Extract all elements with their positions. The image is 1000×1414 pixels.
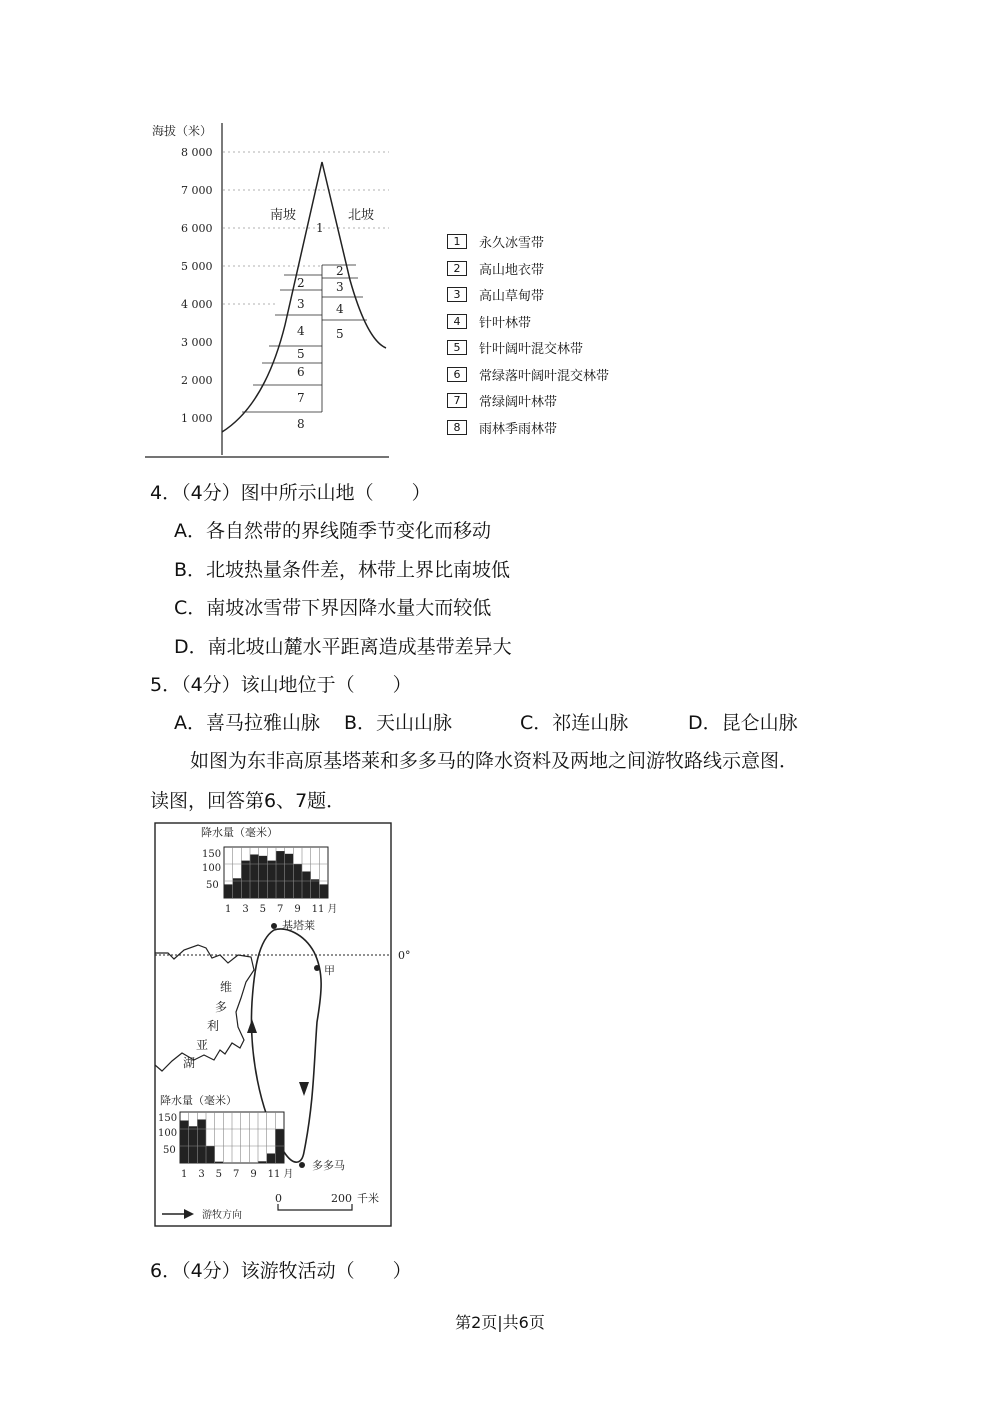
lake-char-5: 湖: [183, 1056, 196, 1070]
legend-item: [447, 259, 544, 279]
north-slope-label: 北坡: [348, 208, 375, 223]
legend-number-box: 8: [447, 420, 467, 435]
dodoma-tick-50: 50: [163, 1145, 176, 1156]
dodoma-tick-100: 100: [158, 1128, 178, 1139]
north-zone-2: 2: [336, 264, 344, 278]
mountain-zone-figure: [145, 115, 405, 465]
legend-number-box: 7: [447, 393, 467, 408]
question-4-option-d: D．南北坡山麓水平距离造成基带差异大: [174, 636, 512, 658]
dodoma-month-tick: 月: [283, 1169, 294, 1180]
scale-unit: 千米: [357, 1192, 379, 1205]
kitale-bar-month-5: [259, 856, 268, 898]
dodoma-label: 多多马: [312, 1159, 345, 1172]
legend-item: [447, 285, 544, 305]
kitale-bar-month-11: [311, 879, 320, 898]
y-tick-label: 8 000: [181, 146, 213, 159]
kitale-bar-month-8: [285, 854, 294, 898]
dodoma-bar-month-2: [189, 1126, 198, 1163]
question-4-option-a: A．各自然带的界线随季节变化而移动: [174, 520, 491, 542]
y-tick-label: 3 000: [181, 336, 213, 349]
south-zone-5: 5: [297, 347, 305, 361]
south-zone-4: 4: [297, 324, 305, 338]
dodoma-month-tick: 5: [215, 1169, 223, 1180]
kitale-tick-150: 150: [202, 849, 222, 860]
page-footer: 第2页|共6页: [455, 1313, 545, 1332]
legend-label: 常绿阔叶林带: [479, 395, 558, 410]
kitale-bar-month-3: [241, 861, 250, 898]
kitale-month-tick: 月: [327, 904, 338, 915]
y-axis-label: 海拔（米）: [152, 124, 213, 138]
dodoma-bar-month-4: [206, 1146, 215, 1163]
dodoma-precip-label: 降水量（毫米）: [160, 1094, 237, 1107]
south-zone-1: 1: [316, 221, 324, 235]
question-5-stem: 5．（4分）该山地位于（ ）: [150, 674, 412, 696]
dodoma-bar-month-5: [215, 1162, 224, 1163]
jia-label: 甲: [324, 964, 335, 977]
question-5-option-b: B．天山山脉: [344, 712, 453, 734]
legend-item: [447, 391, 557, 411]
kitale-bar-month-7: [276, 851, 285, 898]
legend-number-box: 4: [447, 314, 467, 329]
y-tick-label: 7 000: [181, 184, 213, 197]
south-zone-3: 3: [297, 297, 305, 311]
legend-number-box: 2: [447, 261, 467, 276]
kitale-tick-100: 100: [202, 863, 222, 874]
dodoma-bar-month-11: [267, 1153, 276, 1163]
south-slope-label: 南坡: [270, 208, 297, 223]
legend-number-box: 3: [447, 287, 467, 302]
kitale-month-tick: 3: [242, 904, 249, 915]
legend-item: [447, 312, 531, 332]
north-zone-5: 5: [336, 327, 344, 341]
legend-item: [447, 418, 557, 438]
question-4-option-b: B．北坡热量条件差，林带上界比南坡低: [174, 559, 511, 581]
dodoma-tick-150: 150: [158, 1113, 178, 1124]
south-zone-6: 6: [297, 365, 305, 379]
north-zone-4: 4: [336, 302, 344, 316]
scale-zero: 0: [275, 1192, 282, 1205]
legend-label: 永久冰雪带: [479, 236, 545, 251]
y-tick-label: 2 000: [181, 374, 213, 387]
equator-label: 0°: [398, 949, 411, 962]
lake-char-1: 维: [220, 980, 233, 994]
dodoma-month-tick: 1: [181, 1169, 188, 1180]
y-tick-label: 6 000: [181, 222, 213, 235]
kitale-month-tick: 9: [294, 904, 301, 915]
legend-number-box: 5: [447, 340, 467, 355]
intro-line-1: 如图为东非高原基塔莱和多多马的降水资料及两地之间游牧路线示意图．: [190, 750, 799, 772]
legend-number-box: 1: [447, 234, 467, 249]
y-tick-label: 5 000: [181, 260, 213, 273]
south-zone-2: 2: [297, 276, 305, 290]
kitale-precip-label: 降水量（毫米）: [201, 826, 278, 839]
dodoma-bar-month-3: [197, 1119, 206, 1163]
legend-item: [447, 232, 544, 252]
legend-label: 高山地衣带: [479, 262, 545, 278]
question-5-option-d: D．昆仑山脉: [688, 712, 798, 734]
kitale-tick-50: 50: [206, 880, 219, 891]
jia-point: [314, 965, 320, 971]
question-4-stem: 4．（4分）图中所示山地（ ）: [150, 482, 431, 504]
kitale-point: [271, 923, 277, 929]
direction-legend-label: 游牧方向: [202, 1210, 242, 1221]
intro-line-2: 读图，回答第6、7题．: [150, 790, 346, 812]
question-4-option-c: C．南坡冰雪带下界因降水量大而较低: [174, 597, 492, 619]
kitale-bar-month-10: [302, 871, 311, 898]
y-tick-label: 4 000: [181, 298, 213, 311]
east-africa-map-figure: [154, 822, 411, 1228]
kitale-month-tick: 5: [259, 904, 267, 915]
legend-label: 高山草甸带: [479, 289, 545, 304]
question-6-stem: 6．（4分）该游牧活动（ ）: [150, 1260, 412, 1282]
question-5-option-a: A．喜马拉雅山脉: [174, 712, 320, 734]
kitale-bar-month-1: [224, 884, 233, 898]
legend-item: [447, 338, 583, 358]
legend-label: 针叶林带: [479, 315, 532, 331]
kitale-bar-month-12: [319, 884, 328, 898]
dodoma-month-tick: 7: [233, 1169, 240, 1180]
north-zone-3: 3: [336, 280, 344, 294]
legend-number-box: 6: [447, 367, 467, 382]
kitale-month-tick: 7: [277, 904, 284, 915]
south-zone-8: 8: [297, 417, 305, 431]
dodoma-month-tick: 3: [198, 1169, 205, 1180]
south-zone-7: 7: [297, 391, 305, 405]
lake-char-4: 亚: [196, 1038, 209, 1052]
kitale-month-tick: 11: [311, 904, 325, 915]
kitale-bar-month-4: [250, 854, 259, 898]
dodoma-month-tick: 11: [267, 1169, 281, 1180]
legend-item: [447, 365, 609, 385]
kitale-bar-month-6: [267, 861, 276, 898]
legend-label: 针叶阔叶混交林带: [479, 342, 584, 357]
kitale-month-tick: 1: [225, 904, 232, 915]
scale-value: 200: [331, 1192, 352, 1205]
dodoma-bar-month-10: [258, 1161, 267, 1163]
dodoma-month-tick: 9: [250, 1169, 257, 1180]
lake-char-2: 多: [215, 1000, 228, 1014]
y-tick-label: 1 000: [181, 412, 213, 425]
lake-char-3: 利: [207, 1019, 220, 1033]
question-5-option-c: C．祁连山脉: [520, 712, 629, 734]
kitale-label: 基塔莱: [282, 919, 315, 932]
dodoma-point: [299, 1162, 305, 1168]
dodoma-bar-month-1: [180, 1121, 189, 1164]
legend-label: 常绿落叶阔叶混交林带: [479, 368, 610, 384]
legend-label: 雨林季雨林带: [479, 421, 558, 437]
